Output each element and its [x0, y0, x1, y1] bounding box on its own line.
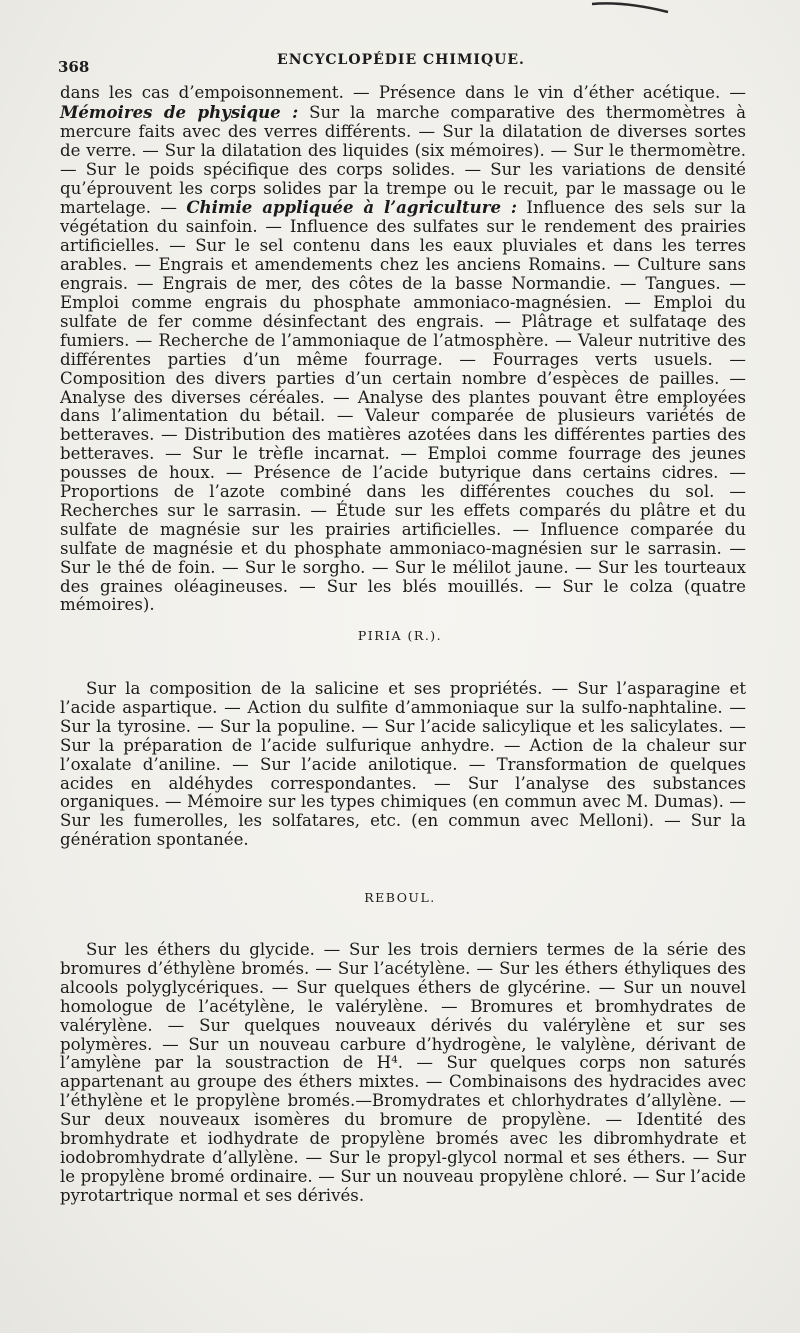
page-number: 368: [58, 58, 90, 76]
paragraph-reboul: [60, 941, 746, 1206]
paragraph-continuation: [60, 84, 746, 615]
section-heading-piria: PIRIA (R.).: [357, 628, 443, 643]
running-head: [58, 50, 744, 76]
text-run: dans les cas d’empoisonnement. — Présence dans le vin d’éther acétique. —: [60, 83, 746, 102]
section-heading-reboul: REBOUL.: [364, 890, 436, 905]
paragraph-piria: [60, 680, 746, 850]
paragraph-text: [60, 84, 746, 615]
subheading-agriculture: Chimie appliquée à l’agriculture :: [186, 197, 518, 218]
subheading-physique: Mémoires de physique :: [60, 101, 299, 122]
running-title: ENCYCLOPÉDIE CHIMIQUE.: [277, 52, 525, 68]
paragraph-text: Sur la composition de la salicine et ses propriétés. — Sur l’asparagine et l’acide aspartique. — Action du sulfite d’ammoniaque sur la sulfo-naphtaline. — Sur la tyrosine. — Sur la populine. — Sur l’acide salicylique et les salicylates. — Sur la préparation de l’acide sulfurique anhydre. — Action de la chaleur sur l’oxalate d’aniline. — Sur l’acide anilotique. — Transformation de quelques acides en aldéhydes correspondantes. — Sur l’analyse des substances organiques. — Mémoire sur les types chimiques (en commun avec M. Dumas). — Sur les fumerolles, les solfatares, etc. (en commun avec Melloni). — Sur la génération spontanée.: [60, 679, 746, 850]
page-scratch-mark: [590, 0, 670, 14]
text-run: Influence des sels sur la végétation du sainfoin. — Influence des sulfates sur le rendement des prairies artificielles. — Sur le sel contenu dans les eaux pluviales et dans les terres arables. — Engrais et amendements chez les anciens Romains. — Culture sans engrais. — Engrais de mer, des côtes de la basse Normandie. — Tangues. — Emploi comme engrais du phosphate ammoniaco-magnésien. — Emploi du sulfate de fer comme désinfectant des engrais. — Plâtrage et sulfataqe des fumiers. — Recherche de l’ammoniaque de l’atmosphère. — Valeur nutritive des différentes parties d’un même fourrage. — Fourrages verts usuels. — Composition des divers parties d’un certain nombre d’espèces de pailles. — Analyse des diverses céréales. — Analyse des plantes pouvant être employées dans l’alimentation du bétail. — Valeur comparée de plusieurs variétés de betteraves. — Distribution des matières azotées dans les différentes parties des betteraves. — Sur le trèfle incarnat. — Emploi comme fourrage des jeunes pousses de houx. — Présence de l’acide butyrique dans certains cidres. — Proportions de l’azote combiné dans les différentes couches du sol. — Recherches sur le sarrasin. — Étude sur les effets comparés du plâtre et du sulfate de magnésie sur les prairies artificielles. — Influence comparée du sulfate de magnésie et du phosphate ammoniaco-magnésien sur le sarrasin. — Sur le thé de foin. — Sur le sorgho. — Sur le mélilot jaune. — Sur les tourteaux des graines oléagineuses. — Sur les blés mouillés. — Sur le colza (quatre mémoires).: [60, 198, 747, 615]
text-run: Sur la marche comparative des thermomètres à mercure faits avec des verres différents. — Sur la dilatation de diverses sortes de verre. — Sur la dilatation des liquides (six mémoires). — Sur le thermomètre. — Sur le poids spécifique des corps solides. — Sur les variations de densité qu’éprouvent les corps solides par la trempe ou le recuit, par le massage ou le martelage. —: [60, 102, 746, 218]
paragraph-text: Sur les éthers du glycide. — Sur les trois derniers termes de la série des bromures d’éthylène bromés. — Sur l’acétylène. — Sur les éthers éthyliques des alcools polyglycériques. — Sur quelques éthers de glycérine. — Sur un nouvel homologue de l’acétylène, le valérylène. — Bromures et bromhydrates de valérylène. — Sur quelques nouveaux dérivés du valérylène et sur ses polymères. — Sur un nouveau carbure d’hydrogène, le valylène, dérivant de l’amylène par la soustraction de H⁴. — Sur quelques corps non saturés appartenant au groupe des éthers mixtes. — Combinaisons des hydracides avec l’éthylène et le propylène bromés.—Bromydrates et chlorhydrates d’allylène. — Sur deux nouveaux isomères du bromure de propylène. — Identité des bromhydrate et iodhydrate de propylène bromés avec les dibromhydrate et iodobromhydrate d’allylène. — Sur le propyl-glycol normal et ses éthers. — Sur le propylène bromé ordinaire. — Sur un nouveau propylène chloré. — Sur l’acide pyrotartrique normal et ses dérivés.: [60, 940, 746, 1205]
